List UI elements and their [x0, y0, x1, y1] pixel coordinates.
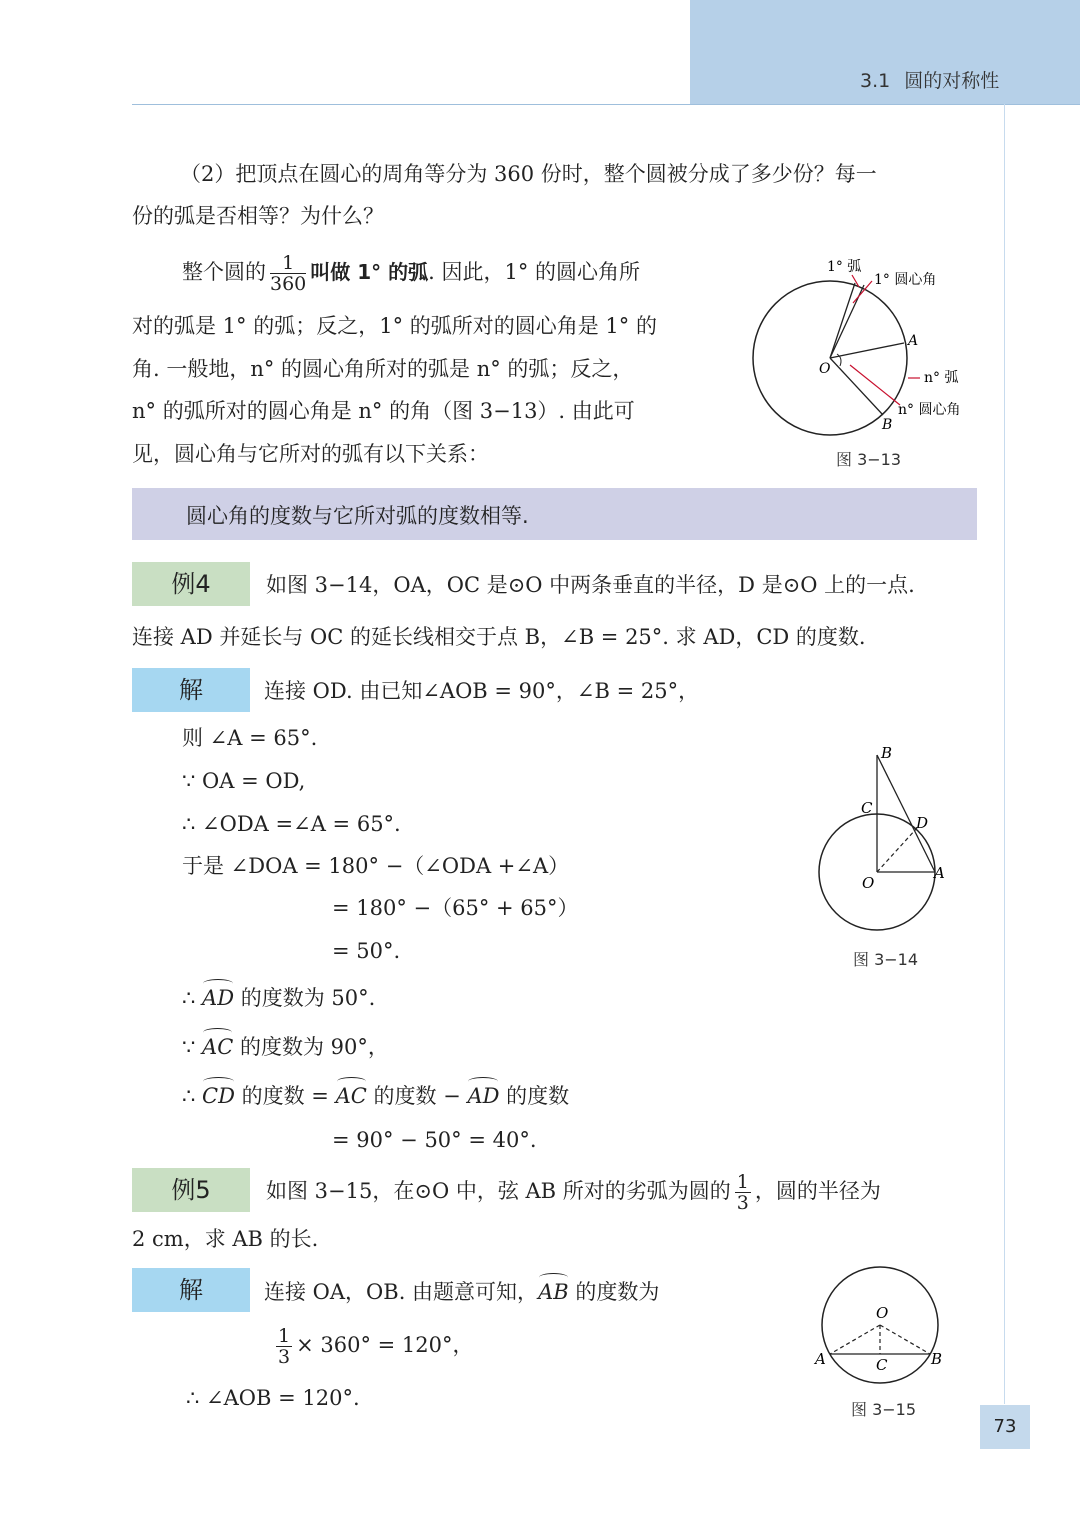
solution-4-step5: 于是 ∠DOA = 180° −（∠ODA +∠A） — [182, 854, 570, 878]
solution-4-step11: = 90° − 50° = 40°. — [332, 1128, 537, 1152]
page-number: 73 — [980, 1405, 1030, 1449]
fig14-label-D: D — [916, 814, 929, 832]
step8-prefix: ∴ — [182, 986, 203, 1010]
definition-rest: . 因此，1° 的圆心角所 — [428, 260, 640, 284]
step9-suffix: 的度数为 90°， — [233, 1035, 389, 1059]
caption-3-15: 图 3−15 — [851, 1400, 917, 1419]
solution-5-step1-start: 连接 OA，OB. 由题意可知， — [264, 1280, 539, 1304]
fraction-denominator: 3 — [278, 1346, 291, 1368]
example-5-text-start: 如图 3−15，在⊙O 中，弦 AB 所对的劣弧为圆的 — [266, 1179, 731, 1203]
solution-4-tag: 解 — [132, 668, 250, 712]
intro-line5: 见，圆心角与它所对的弧有以下关系： — [132, 442, 489, 466]
step8-suffix: 的度数为 50°. — [234, 986, 376, 1010]
solution-5-step1 — [264, 1278, 659, 1306]
example-4-line1: 如图 3−14，OA，OC 是⊙O 中两条垂直的半径，D 是⊙O 上的一点. — [266, 573, 915, 597]
line-OA — [830, 1325, 880, 1354]
fraction-numerator: 1 — [278, 1325, 291, 1347]
fig14-label-O: O — [862, 874, 875, 892]
fraction-1-3-b — [276, 1326, 292, 1367]
label-1deg-arc: 1° 弧 — [827, 259, 862, 275]
arc-CD: CD — [202, 1084, 235, 1108]
step10-mid2: 的度数 − — [366, 1084, 468, 1108]
label-1deg-angle: 1° 圆心角 — [874, 272, 937, 288]
running-header — [860, 66, 1013, 93]
line-OB — [880, 1325, 930, 1354]
example-4-tag: 例4 — [132, 562, 250, 606]
example-5-line1 — [266, 1168, 881, 1214]
solution-4-step1: 连接 OD. 由已知∠AOB = 90°，∠B = 25°， — [264, 679, 700, 703]
header-rule — [132, 104, 1080, 105]
arc-AD-2: AD — [467, 1084, 500, 1108]
fig14-label-C: C — [861, 799, 873, 817]
arc-AD: AD — [202, 986, 235, 1010]
fig15-label-O: O — [876, 1304, 889, 1322]
caption-3-13: 图 3−13 — [836, 450, 902, 469]
intro-line2: 对的弧是 1° 的弧；反之，1° 的弧所对的圆心角是 1° 的 — [132, 314, 657, 338]
solution-4-step10 — [182, 1082, 569, 1110]
step9-prefix: ∵ — [182, 1035, 203, 1059]
example-5-text-end: ，圆的半径为 — [754, 1179, 881, 1203]
line-OD — [877, 828, 917, 872]
solution-4-step8 — [182, 984, 375, 1012]
intro-line4: n° 的弧所对的圆心角是 n° 的角（图 3−13）. 由此可 — [132, 399, 635, 423]
fig14-label-A: A — [934, 864, 945, 882]
question-2-line1: （2）把顶点在圆心的周角等分为 360 份时，整个圆被分成了多少份？每一 — [180, 162, 877, 186]
solution-4-step2: 则 ∠A = 65°. — [182, 726, 318, 750]
definition-term: 叫做 1° 的弧 — [310, 260, 429, 284]
arc-AC: AC — [202, 1035, 234, 1059]
label-n-arc: n° 弧 — [924, 370, 959, 386]
solution-4-step9 — [182, 1033, 389, 1061]
solution-5-step2 — [272, 1322, 473, 1368]
example-4-line2: 连接 AD 并延长与 OC 的延长线相交于点 B，∠B = 25°. 求 AD，CD 的度数. — [132, 625, 866, 649]
fig15-label-A: A — [815, 1350, 826, 1368]
example-5-line2: 2 cm，求 AB 的长. — [132, 1227, 319, 1251]
arc-AB: AB — [538, 1280, 569, 1304]
step10-mid1: 的度数 = — [234, 1084, 336, 1108]
step10-suffix: 的度数 — [499, 1084, 570, 1108]
fig14-label-B: B — [881, 744, 893, 762]
figure-3-15 — [805, 1260, 955, 1400]
fraction-numerator: 1 — [270, 253, 306, 274]
fraction-numerator: 1 — [736, 1171, 749, 1193]
radius-OA — [830, 343, 904, 358]
question-2-line2: 份的弧是否相等？为什么？ — [132, 204, 384, 228]
solution-4-step6: = 180° −（65° + 65°） — [332, 896, 579, 920]
solution-5-step2-text: × 360° = 120°， — [296, 1333, 474, 1357]
label-O: O — [819, 361, 831, 377]
arc-AC-2: AC — [335, 1084, 367, 1108]
solution-5-step1-end: 的度数为 — [568, 1280, 660, 1304]
example-5-tag: 例5 — [132, 1168, 250, 1212]
radius-OB — [830, 358, 883, 415]
label-A: A — [908, 333, 919, 349]
figure-3-14 — [800, 740, 970, 940]
side-rule — [1004, 104, 1005, 1404]
pointer-n-angle — [850, 365, 900, 405]
theorem-box — [132, 488, 977, 540]
fig15-label-C: C — [876, 1356, 888, 1374]
solution-4-step3: ∵ OA = OD, — [182, 769, 306, 793]
step10-prefix: ∴ — [182, 1084, 203, 1108]
fraction-1-360 — [270, 253, 306, 294]
definition-line — [182, 250, 640, 294]
fraction-denominator: 360 — [270, 273, 307, 295]
section-title: 圆的对称性 — [904, 70, 1000, 92]
label-B: B — [882, 417, 893, 433]
solution-5-step3: ∴ ∠AOB = 120°. — [186, 1386, 360, 1410]
solution-5-tag: 解 — [132, 1268, 250, 1312]
intro-line3: 角. 一般地，n° 的圆心角所对的弧是 n° 的弧；反之， — [132, 357, 634, 381]
caption-3-14: 图 3−14 — [853, 950, 919, 969]
solution-4-step7: = 50°. — [332, 939, 401, 963]
section-number: 3.1 — [860, 70, 891, 92]
definition-start: 整个圆的 — [182, 260, 266, 284]
fig15-label-B: B — [931, 1350, 943, 1368]
figure-3-13 — [740, 245, 990, 475]
theorem-text: 圆心角的度数与它所对弧的度数相等. — [186, 504, 529, 528]
fraction-1-3 — [735, 1172, 751, 1213]
solution-4-step4: ∴ ∠ODA =∠A = 65°. — [182, 812, 401, 836]
fraction-denominator: 3 — [736, 1192, 749, 1214]
radius-1 — [830, 283, 855, 358]
label-n-angle: n° 圆心角 — [898, 402, 961, 418]
